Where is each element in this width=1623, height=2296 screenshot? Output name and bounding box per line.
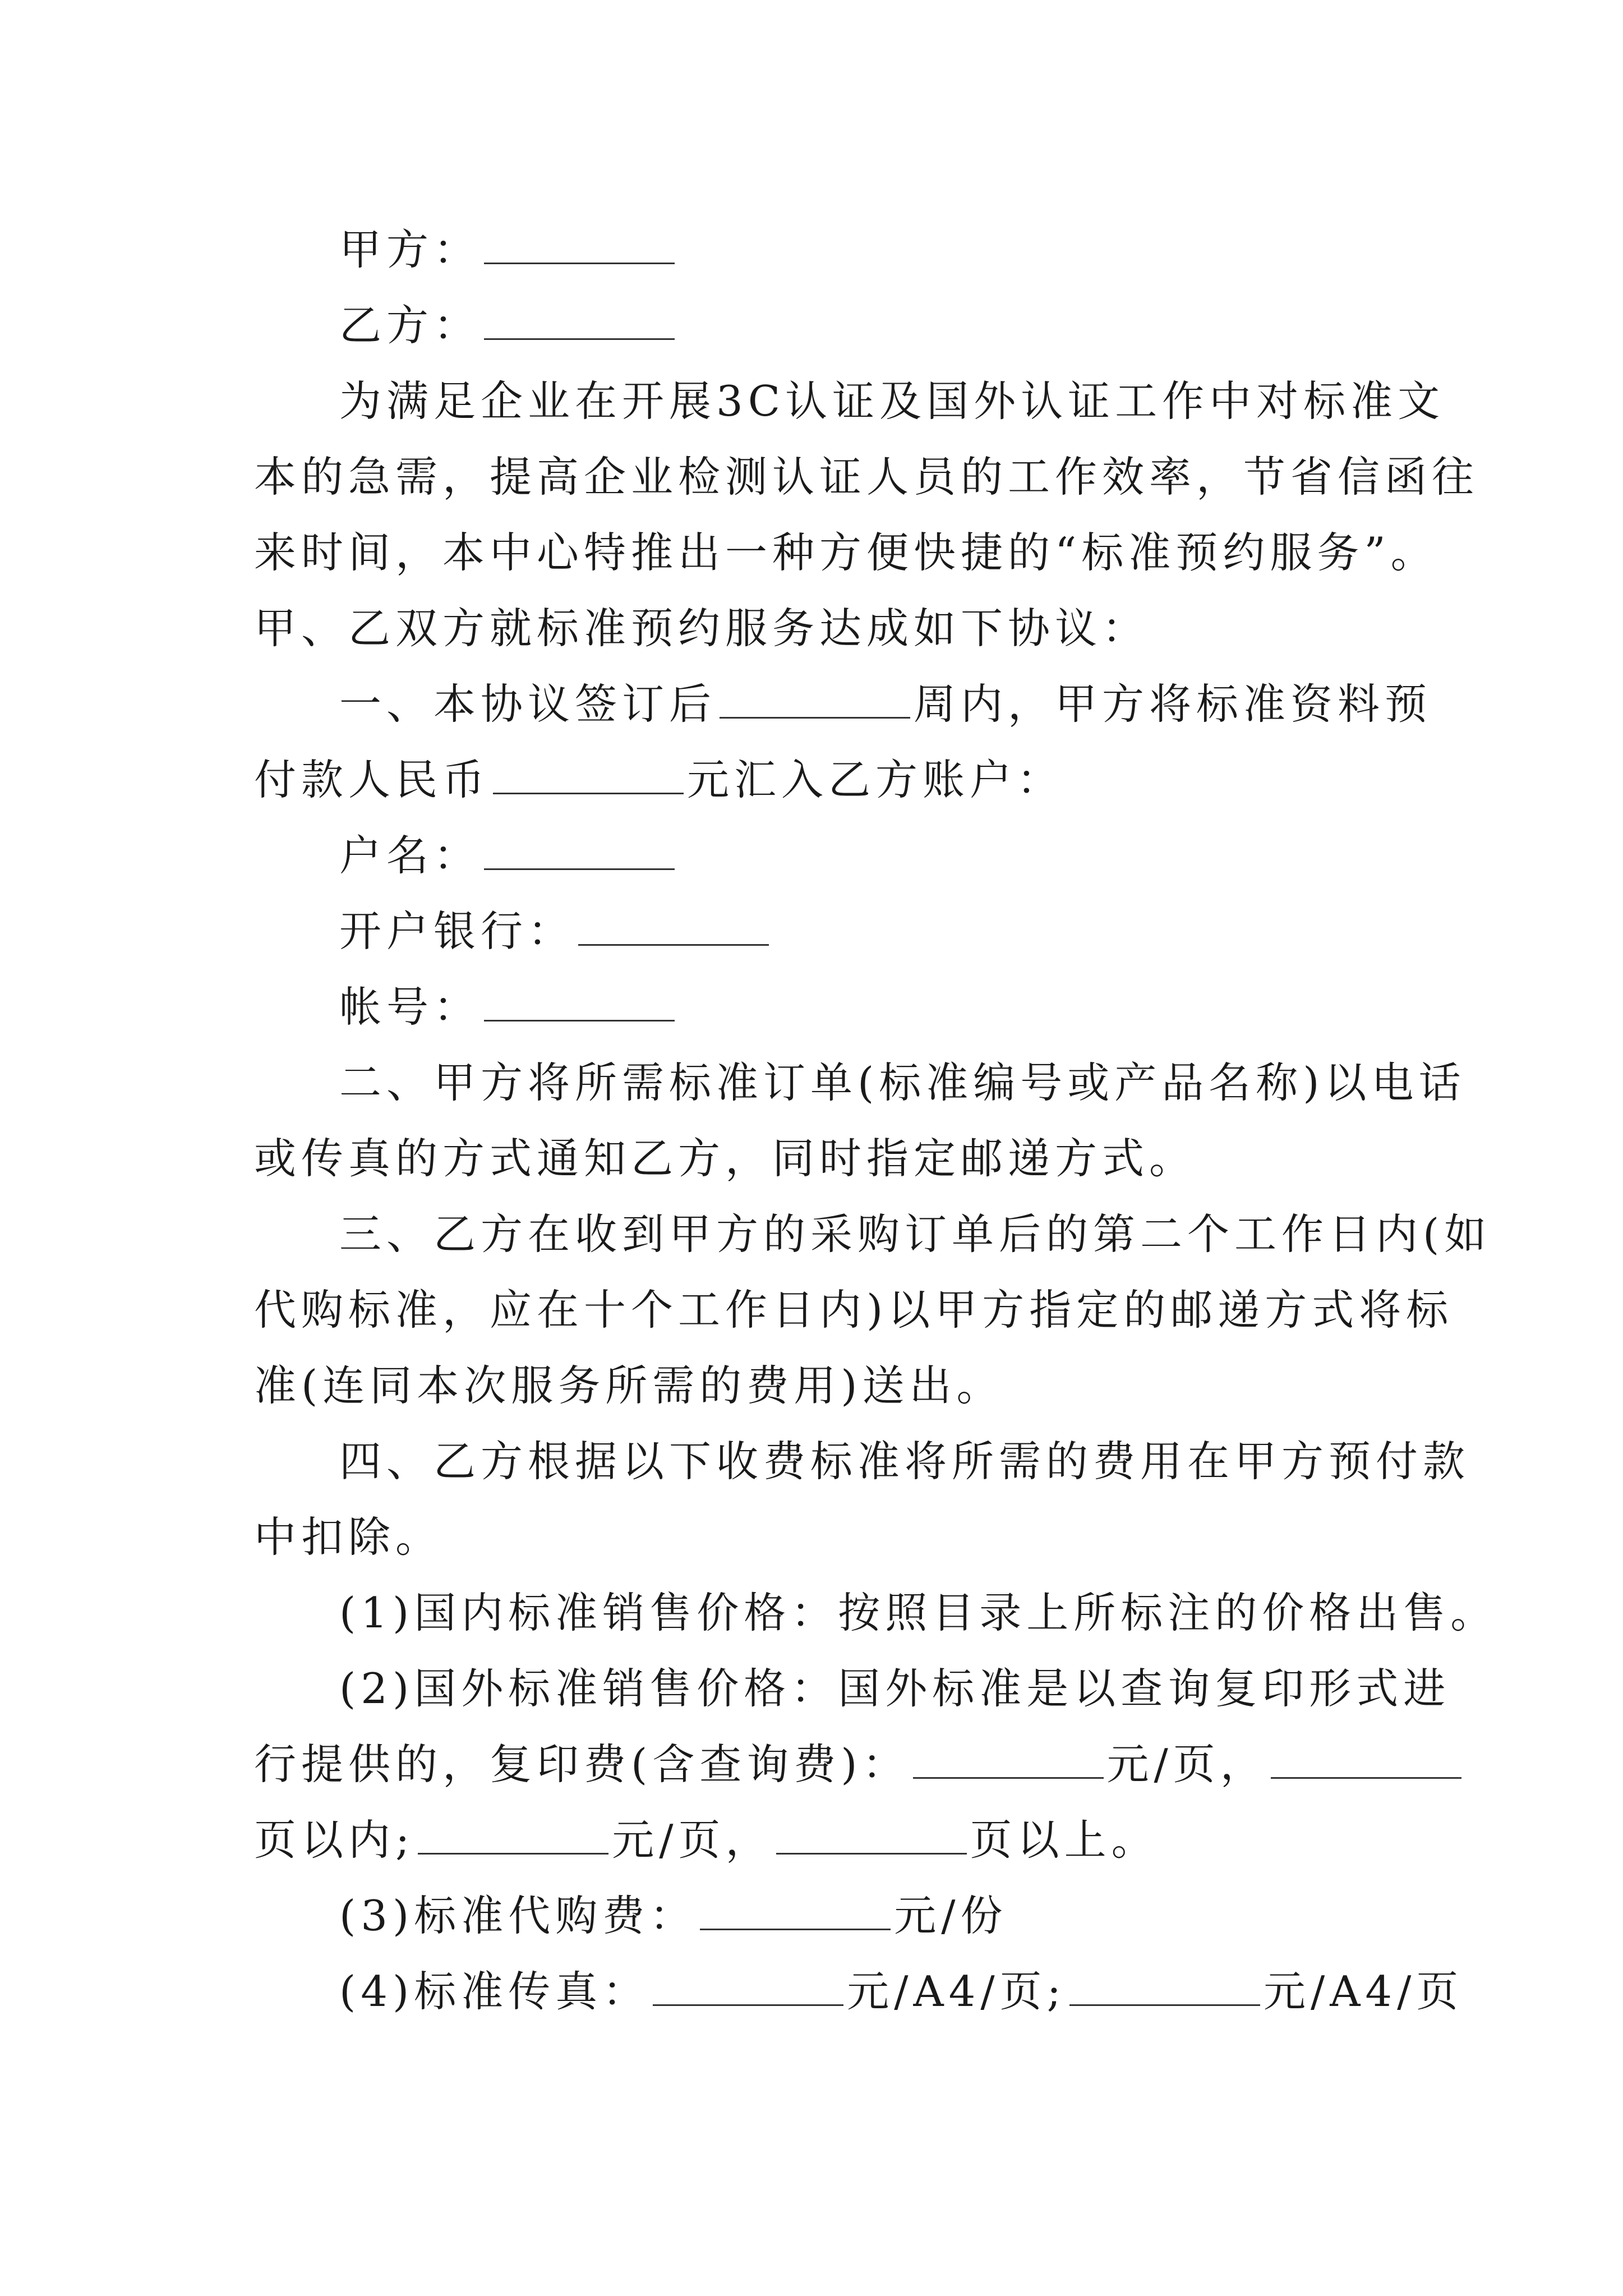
item-4-text-c: 元/A4/页 bbox=[1263, 1967, 1464, 2016]
item-2-text-e: 页以上。 bbox=[970, 1815, 1159, 1865]
fax-fee-blank bbox=[653, 1971, 843, 2006]
party-b-blank bbox=[484, 305, 675, 340]
intro-line-3: 来时间，本中心特推出一种方便快捷的“标准预约服务”。 bbox=[254, 528, 1438, 577]
account-number-blank bbox=[484, 986, 675, 1022]
party-b-label: 乙方： bbox=[339, 301, 481, 350]
bank-line bbox=[339, 903, 772, 959]
item-2-text-b: 元/页， bbox=[1106, 1740, 1267, 1789]
clause-1-line-1 bbox=[339, 676, 1432, 732]
clause-1-line-2 bbox=[254, 752, 1064, 808]
copy-fee-2-blank bbox=[418, 1819, 608, 1855]
item-3-line bbox=[339, 1888, 1008, 1944]
item-4-line bbox=[339, 1963, 1463, 2019]
account-name-line bbox=[339, 827, 678, 884]
fax-fee-2-blank bbox=[1069, 1971, 1260, 2006]
item-2-text-c: 页以内; bbox=[254, 1815, 415, 1865]
party-a-label: 甲方： bbox=[339, 225, 481, 274]
item-4-text-b: 元/A4/页; bbox=[847, 1967, 1066, 2016]
item-4-text-a: (4)标准传真： bbox=[339, 1967, 650, 2016]
clause-4-line-2: 中扣除。 bbox=[254, 1512, 443, 1562]
item-2-text-a: 行提供的，复印费(含查询费)： bbox=[254, 1740, 910, 1789]
item-2-line-3 bbox=[254, 1812, 1159, 1868]
clause-1-text-a: 一、本协议签订后 bbox=[339, 679, 717, 729]
page-limit-2-blank bbox=[776, 1819, 967, 1855]
weeks-blank bbox=[720, 683, 910, 719]
intro-line-4: 甲、乙双方就标准预约服务达成如下协议： bbox=[254, 604, 1150, 653]
clause-1-text-c: 付款人民币 bbox=[254, 755, 490, 804]
party-b-line bbox=[339, 297, 678, 353]
bank-blank bbox=[578, 910, 769, 946]
item-3-text-b: 元/份 bbox=[894, 1891, 1008, 1940]
clause-3-line-1: 三、乙方在收到甲方的采购订单后的第二个工作日内(如 bbox=[339, 1209, 1492, 1259]
copy-fee-blank bbox=[913, 1743, 1104, 1779]
clause-2-line-2: 或传真的方式通知乙方，同时指定邮递方式。 bbox=[254, 1134, 1197, 1183]
clause-3-line-3: 准(连同本次服务所需的费用)送出。 bbox=[254, 1361, 1004, 1410]
item-3-text-a: (3)标准代购费： bbox=[339, 1891, 697, 1940]
amount-blank bbox=[493, 759, 684, 794]
account-number-line bbox=[339, 979, 678, 1035]
clause-2-line-1: 二、甲方将所需标准订单(标准编号或产品名称)以电话 bbox=[339, 1058, 1466, 1107]
clause-3-line-2: 代购标准，应在十个工作日内)以甲方指定的邮递方式将标 bbox=[254, 1285, 1454, 1335]
item-1-line: (1)国内标准销售价格：按照目录上所标注的价格出售。 bbox=[339, 1588, 1498, 1637]
purchase-fee-blank bbox=[700, 1895, 891, 1930]
page-limit-blank bbox=[1271, 1743, 1461, 1779]
clause-1-text-b: 周内，甲方将标准资料预 bbox=[914, 679, 1432, 729]
party-a-line bbox=[339, 222, 678, 278]
item-2-line-1: (2)国外标准销售价格：国外标准是以查询复印形式进 bbox=[339, 1664, 1451, 1713]
intro-line-1: 为满足企业在开展3C认证及国外认证工作中对标准文 bbox=[339, 376, 1445, 426]
clause-1-text-d: 元汇入乙方账户： bbox=[687, 755, 1064, 804]
clause-4-line-1: 四、乙方根据以下收费标准将所需的费用在甲方预付款 bbox=[339, 1437, 1470, 1486]
account-number-label: 帐号： bbox=[339, 982, 481, 1032]
item-2-line-2 bbox=[254, 1736, 1465, 1792]
bank-label: 开户银行： bbox=[339, 907, 575, 956]
party-a-blank bbox=[484, 229, 675, 264]
account-name-label: 户名： bbox=[339, 831, 481, 880]
intro-line-2: 本的急需，提高企业检测认证人员的工作效率，节省信函往 bbox=[254, 452, 1479, 501]
item-2-text-d: 元/页， bbox=[612, 1815, 773, 1865]
account-name-blank bbox=[484, 835, 675, 870]
